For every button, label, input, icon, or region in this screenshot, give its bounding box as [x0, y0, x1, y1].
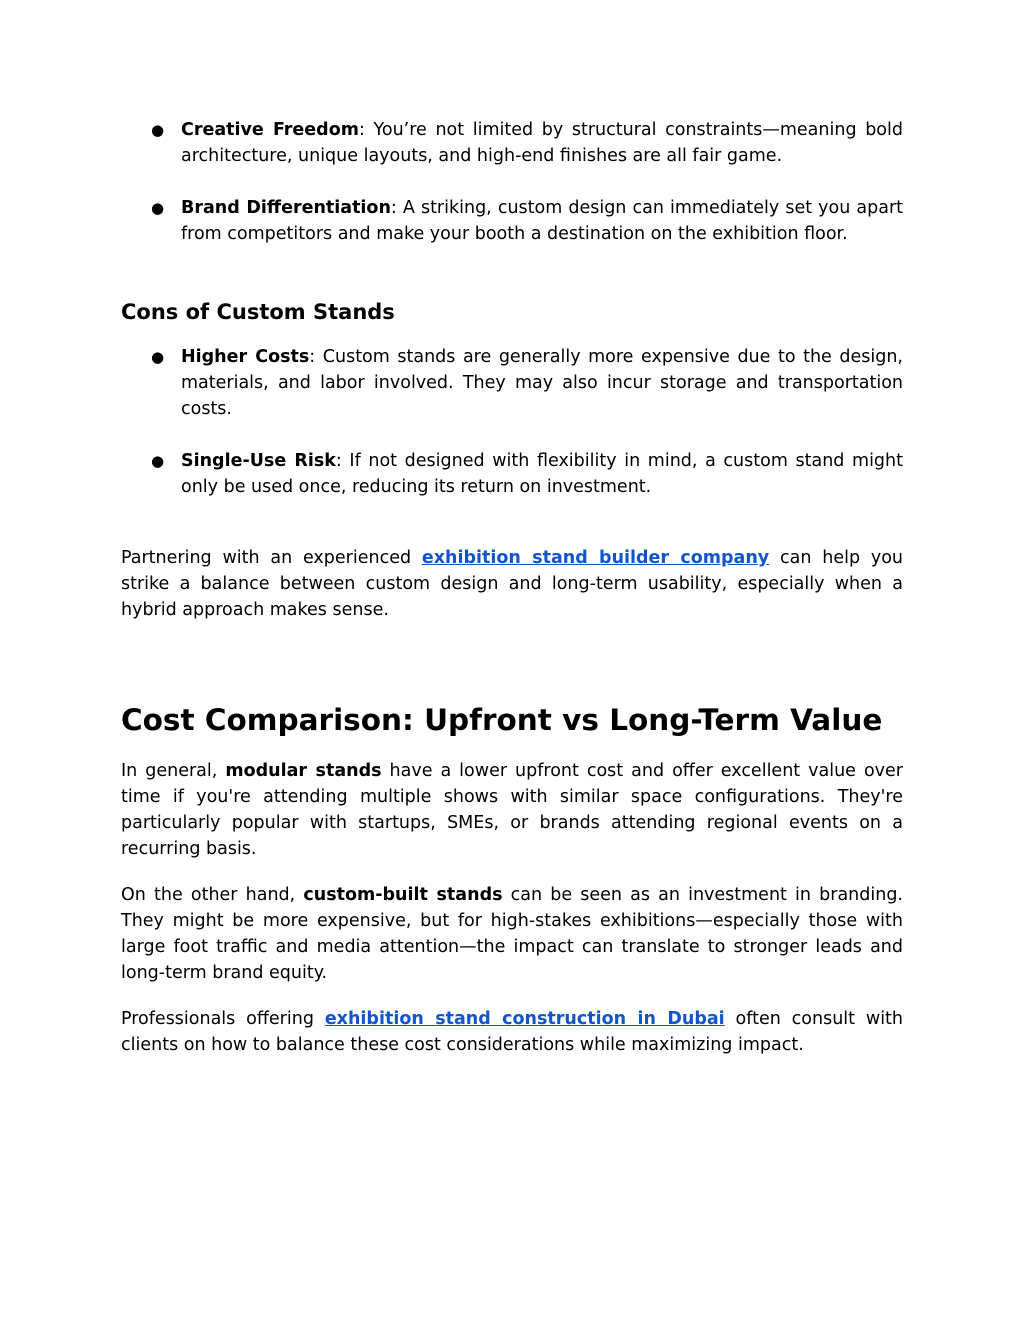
list-item-text: If not designed with flexibility in mind, a custom stand might only be used once, reducing its return on investment.: [181, 451, 903, 497]
exhibition-stand-construction-dubai-link[interactable]: exhibition stand construction in Dubai: [324, 1009, 725, 1029]
bullet-icon: ●: [151, 348, 165, 366]
exhibition-stand-builder-link[interactable]: exhibition stand builder company: [421, 548, 770, 568]
list-item: [121, 117, 903, 169]
paragraph-text: In general,: [121, 761, 226, 781]
cost-comparison-heading: Cost Comparison: Upfront vs Long-Term Value: [121, 703, 883, 737]
list-item-separator: :: [390, 198, 397, 218]
list-item: [121, 344, 903, 422]
bullet-icon: ●: [151, 121, 165, 139]
list-item-term: Single-Use Risk: [181, 451, 336, 471]
bullet-icon: ●: [151, 452, 165, 470]
paragraph-bold-text: custom-built stands: [303, 885, 503, 905]
list-item-term: Higher Costs: [181, 347, 310, 367]
cons-heading: Cons of Custom Stands: [121, 300, 395, 324]
cons-list: [121, 344, 903, 500]
list-item-separator: :: [309, 347, 316, 367]
paragraph-text: On the other hand,: [121, 885, 304, 905]
list-item-text: A striking, custom design can immediately set you apart from competitors and make your booth a destination on the exhibition floor.: [181, 198, 903, 244]
pros-list: [121, 117, 903, 247]
paragraph-text: have a lower upfront cost and offer excellent value over time if you're attending multiple shows with similar space configurations. They're particularly popular with startups, SMEs, or brands attending regional events on a recurring basis.: [121, 761, 903, 859]
list-item: [121, 195, 903, 247]
list-item-term: Brand Differentiation: [181, 198, 391, 218]
list-item: [121, 448, 903, 500]
partner-paragraph: [121, 545, 903, 623]
paragraph-text: can be seen as an investment in branding. They might be more expensive, but for high-stakes exhibitions—especially those with large foot traffic and media attention—the impact can translate to stronger leads and long-term brand equity.: [121, 885, 903, 983]
paragraph-text: can help you strike a balance between custom design and long-term usability, especially when a hybrid approach makes sense.: [121, 548, 903, 620]
list-item-separator: :: [358, 120, 365, 140]
list-item-separator: :: [335, 451, 342, 471]
paragraph-bold-text: modular stands: [225, 761, 382, 781]
document-page: [121, 117, 903, 1058]
paragraph-text: Partnering with an experienced: [121, 548, 422, 568]
cost-paragraph-2: [121, 882, 903, 986]
paragraph-text: often consult with clients on how to balance these cost considerations while maximizing impact.: [121, 1009, 904, 1055]
cost-paragraph-1: [121, 758, 903, 862]
bullet-icon: ●: [151, 199, 165, 217]
list-item-text: Custom stands are generally more expensive due to the design, materials, and labor involved. They may also incur storage and transportation costs.: [181, 347, 903, 419]
list-item-text: You’re not limited by structural constraints—meaning bold architecture, unique layouts, and high-end finishes are all fair game.: [181, 120, 903, 166]
paragraph-text: Professionals offering: [121, 1009, 325, 1029]
list-item-term: Creative Freedom: [181, 120, 359, 140]
cost-paragraph-3: [121, 1006, 903, 1058]
